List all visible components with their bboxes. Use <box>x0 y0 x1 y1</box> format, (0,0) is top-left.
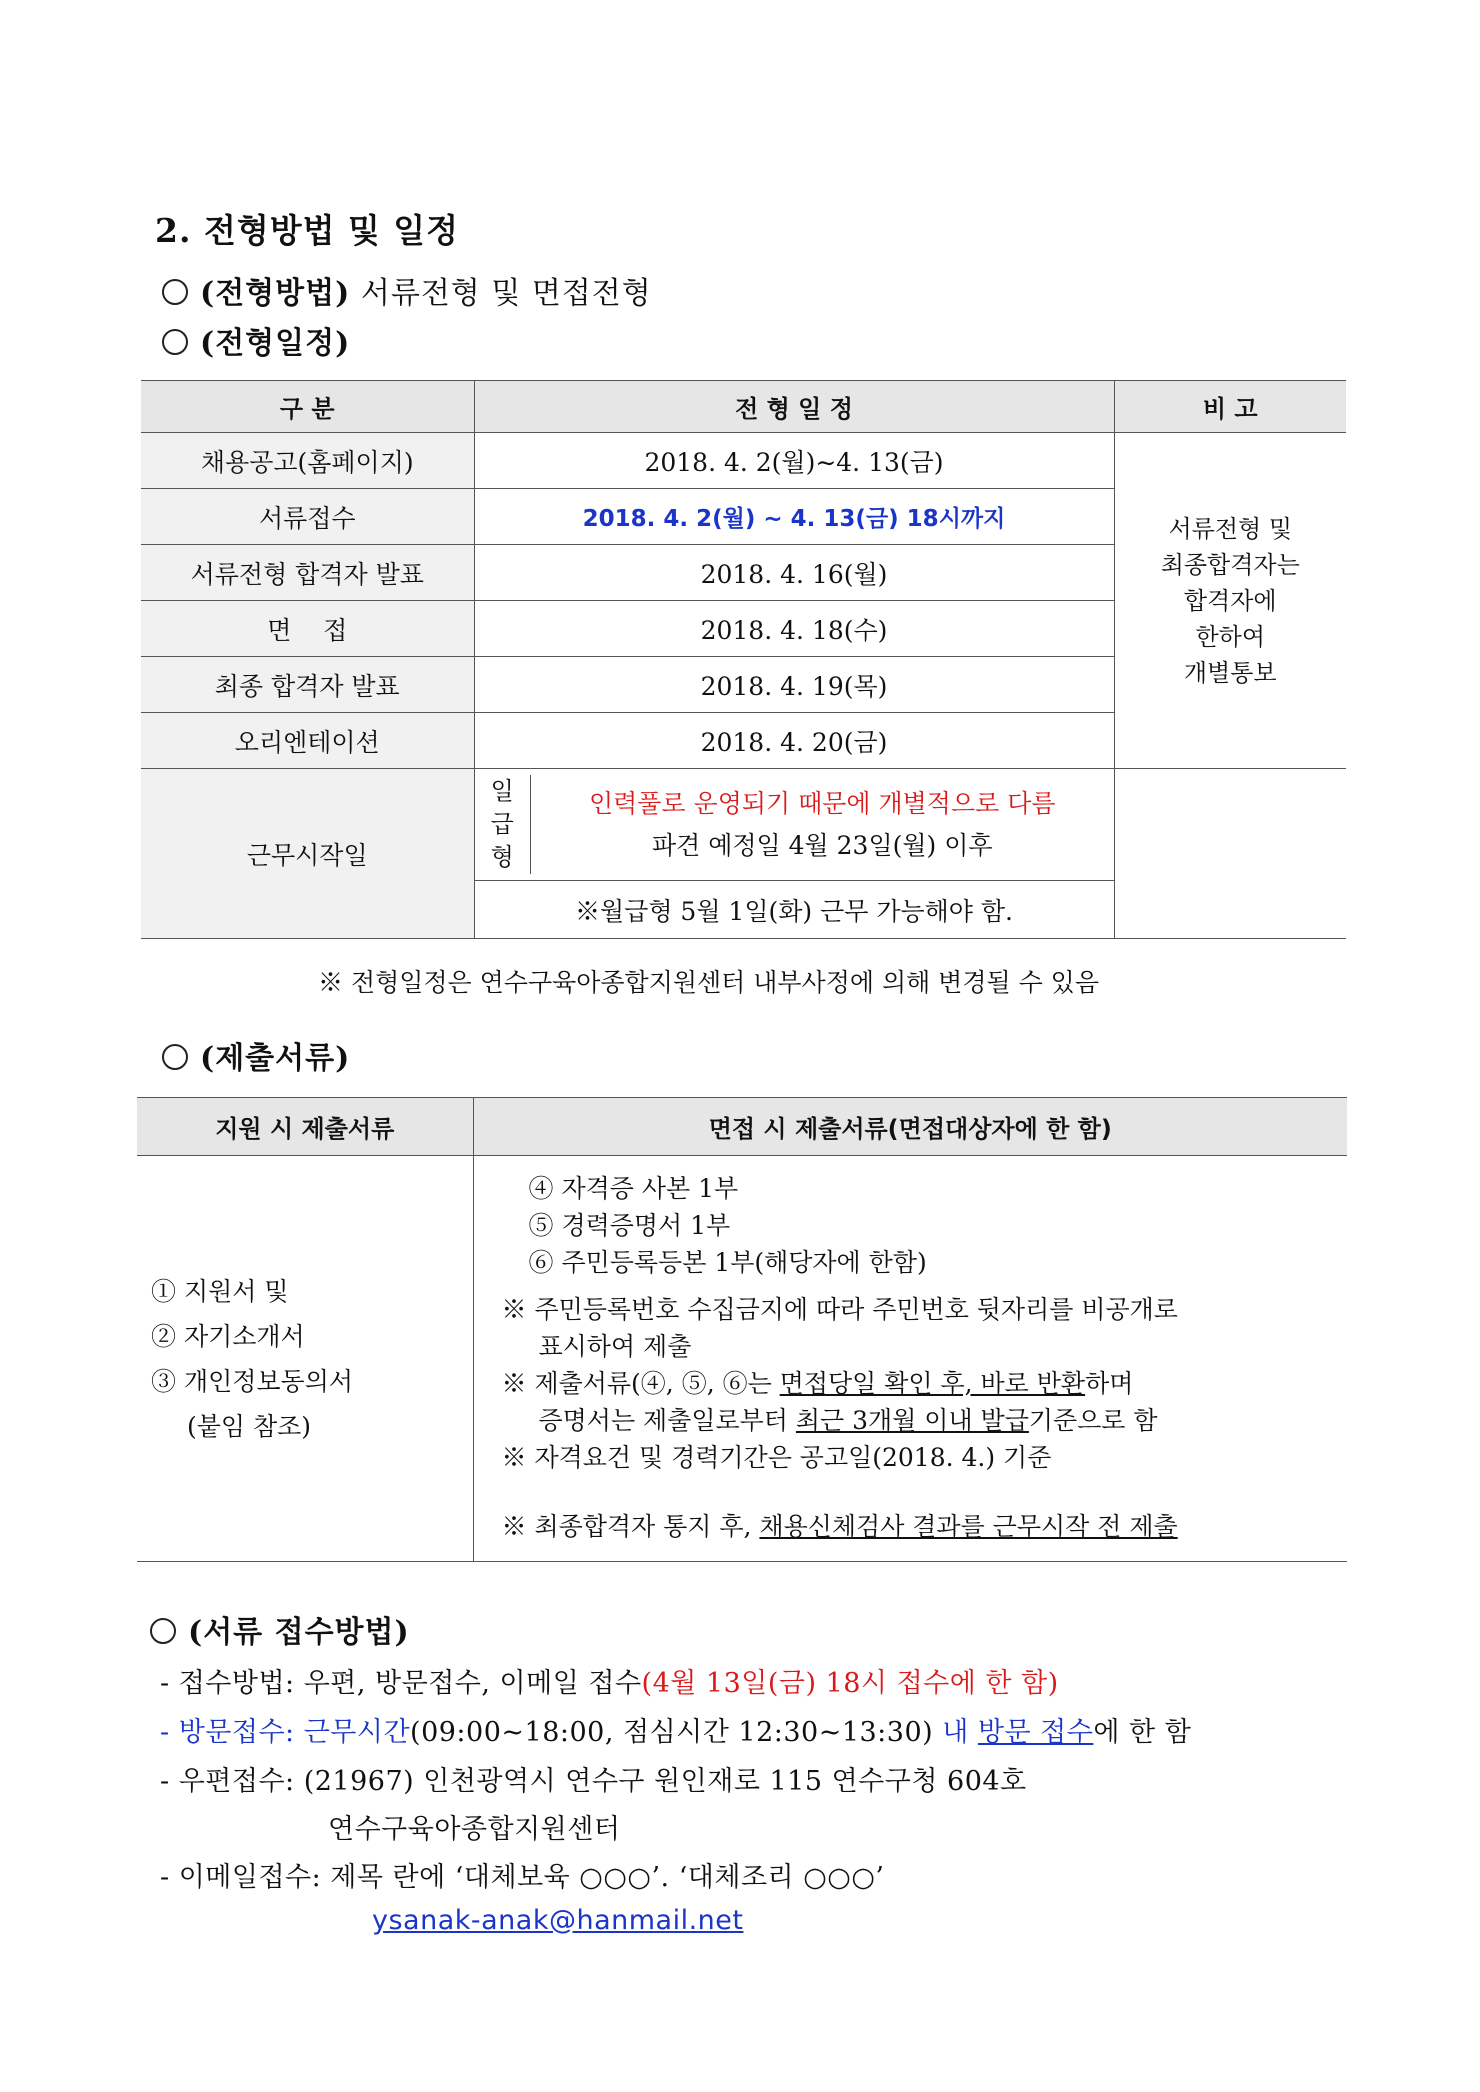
list-item: ① 지원서 및 <box>151 1276 289 1306</box>
schedule-note: ※ 전형일정은 연수구육아종합지원센터 내부사정에 의해 변경될 수 있음 <box>318 968 1099 997</box>
row-label: 채용공고(홈페이지) <box>141 433 474 489</box>
monthly-note: ※월급형 5월 1일(화) 근무 가능해야 함. <box>474 881 1114 939</box>
remark-line: 합격자에 <box>1183 586 1277 615</box>
apply-docs-list <box>137 1269 473 1449</box>
remark-line: 개별통보 <box>1183 658 1277 687</box>
section-title: 2. 전형방법 및 일정 <box>155 211 460 250</box>
remark-line: 한하여 <box>1195 622 1266 651</box>
method-label: (전형방법) <box>200 276 351 311</box>
submission-method-line <box>160 1661 1059 1700</box>
note-underlined: 최근 3개월 이내 발급 <box>795 1406 1029 1435</box>
header-category: 구 분 <box>141 381 474 433</box>
row-date-highlight: 2018. 4. 2(월) ~ 4. 13(금) 18시까지 <box>474 489 1114 545</box>
note-underlined: 채용신체검사 결과를 근무시작 전 제출 <box>759 1512 1178 1541</box>
work-start-text: 파견 예정일 4월 23일(월) 이후 <box>651 830 993 860</box>
email-link[interactable]: ysanak-anak@hanmail.net <box>372 1905 744 1936</box>
list-item: (붙임 참조) <box>187 1411 312 1441</box>
interview-docs-cell <box>473 1156 1347 1562</box>
submission-deadline: (4월 13일(금) 18시 접수에 한 함) <box>641 1668 1059 1699</box>
work-start-detail <box>474 769 1114 881</box>
documents-body-row <box>137 1156 1347 1562</box>
mail-line: - 우편접수: (21967) 인천광역시 연수구 원인재로 115 연수구청 604호 <box>160 1766 1027 1797</box>
visit-line <box>160 1710 1191 1749</box>
documents-line <box>162 1033 350 1077</box>
row-date: 2018. 4. 2(월)∼4. 13(금) <box>474 433 1114 489</box>
header-apply-docs: 지원 시 제출서류 <box>137 1098 473 1156</box>
note-text: ※ 제출서류(④, ⑤, ⑥는 <box>501 1369 780 1398</box>
header-remark: 비 고 <box>1114 381 1346 433</box>
circle-bullet-icon <box>162 1044 188 1070</box>
note-text: 기준으로 함 <box>1028 1406 1158 1435</box>
list-item: ④ 자격증 사본 1부 <box>528 1174 739 1203</box>
work-start-label: 근무시작일 <box>141 769 474 939</box>
visit-text: 에 한 함 <box>1093 1717 1192 1748</box>
type-detail-cell <box>531 775 1114 874</box>
documents-table <box>137 1097 1347 1562</box>
method-line <box>162 268 652 312</box>
submission-line <box>150 1607 410 1651</box>
list-item: ⑥ 주민등록등본 1부(해당자에 한함) <box>528 1248 927 1277</box>
visit-label: - 방문접수: 근무시간 <box>160 1717 411 1748</box>
circle-bullet-icon <box>150 1618 176 1644</box>
row-label: 서류접수 <box>141 489 474 545</box>
note-underlined: 면접당일 확인 후, 바로 반환 <box>779 1369 1086 1398</box>
remark-line: 서류전형 및 <box>1168 514 1293 543</box>
note-text: 증명서는 제출일로부터 <box>538 1406 796 1435</box>
circle-bullet-icon <box>162 329 188 355</box>
row-label: 최종 합격자 발표 <box>141 657 474 713</box>
table-row <box>141 433 1346 489</box>
schedule-line <box>162 318 350 362</box>
schedule-label: (전형일정) <box>200 326 351 361</box>
type-char: 형 <box>490 843 514 871</box>
visit-underlined: 방문 접수 <box>977 1717 1094 1748</box>
circle-bullet-icon <box>162 279 188 305</box>
note-line: ※ 주민등록번호 수집금지에 따라 주민번호 뒷자리를 비공개로 <box>501 1295 1178 1324</box>
method-text: 서류전형 및 면접전형 <box>360 276 652 311</box>
row-date: 2018. 4. 18(수) <box>474 601 1114 657</box>
row-date: 2018. 4. 19(목) <box>474 657 1114 713</box>
remark-empty-cell <box>1114 769 1346 939</box>
list-item: ③ 개인정보동의서 <box>151 1366 353 1396</box>
note-line <box>502 1402 1348 1439</box>
email-address-line <box>372 1905 743 1936</box>
type-label-cell <box>475 775 531 874</box>
note-text: ※ 최종합격자 통지 후, <box>501 1512 760 1541</box>
row-date: 2018. 4. 20(금) <box>474 713 1114 769</box>
submission-label: (서류 접수방법) <box>188 1615 410 1650</box>
header-interview-docs: 면접 시 제출서류(면접대상자에 한 함) <box>473 1098 1347 1156</box>
header-schedule: 전 형 일 정 <box>474 381 1114 433</box>
apply-docs-cell <box>137 1156 473 1562</box>
work-start-row <box>141 769 1346 881</box>
note-line: ※ 자격요건 및 경력기간은 공고일(2018. 4.) 기준 <box>501 1443 1052 1472</box>
work-start-inner <box>475 775 1114 874</box>
documents-label: (제출서류) <box>200 1041 351 1076</box>
list-item: ⑤ 경력증명서 1부 <box>528 1211 731 1240</box>
note-text: 하며 <box>1085 1369 1134 1398</box>
work-start-red-text: 인력풀로 운영되기 때문에 개별적으로 다름 <box>589 788 1056 818</box>
row-label: 서류전형 합격자 발표 <box>141 545 474 601</box>
remark-cell <box>1114 433 1346 769</box>
row-label: 면 접 <box>141 601 474 657</box>
submission-text: - 접수방법: 우편, 방문접수, 이메일 접수 <box>160 1668 642 1699</box>
remark-line: 최종합격자는 <box>1160 550 1300 579</box>
visit-text: 내 <box>942 1717 978 1748</box>
email-line: - 이메일접수: 제목 란에 ‘대체보육 ○○○’. ‘대체조리 ○○○’ <box>160 1862 885 1893</box>
note-line: 표시하여 제출 <box>538 1332 692 1361</box>
note-line <box>502 1365 1348 1402</box>
list-item: ② 자기소개서 <box>151 1321 305 1351</box>
row-label: 오리엔테이션 <box>141 713 474 769</box>
schedule-header-row <box>141 381 1346 433</box>
interview-docs-list <box>474 1156 1348 1281</box>
mail-line-2: 연수구육아종합지원센터 <box>328 1814 621 1845</box>
visit-hours: (09:00~18:00, 점심시간 12:30~13:30) <box>410 1717 943 1748</box>
type-char: 급 <box>490 810 514 838</box>
schedule-table <box>141 380 1346 939</box>
note-line <box>502 1508 1348 1545</box>
row-date: 2018. 4. 16(월) <box>474 545 1114 601</box>
documents-header-row <box>137 1098 1347 1156</box>
type-char: 일 <box>490 777 514 805</box>
documents-notes <box>474 1281 1348 1545</box>
